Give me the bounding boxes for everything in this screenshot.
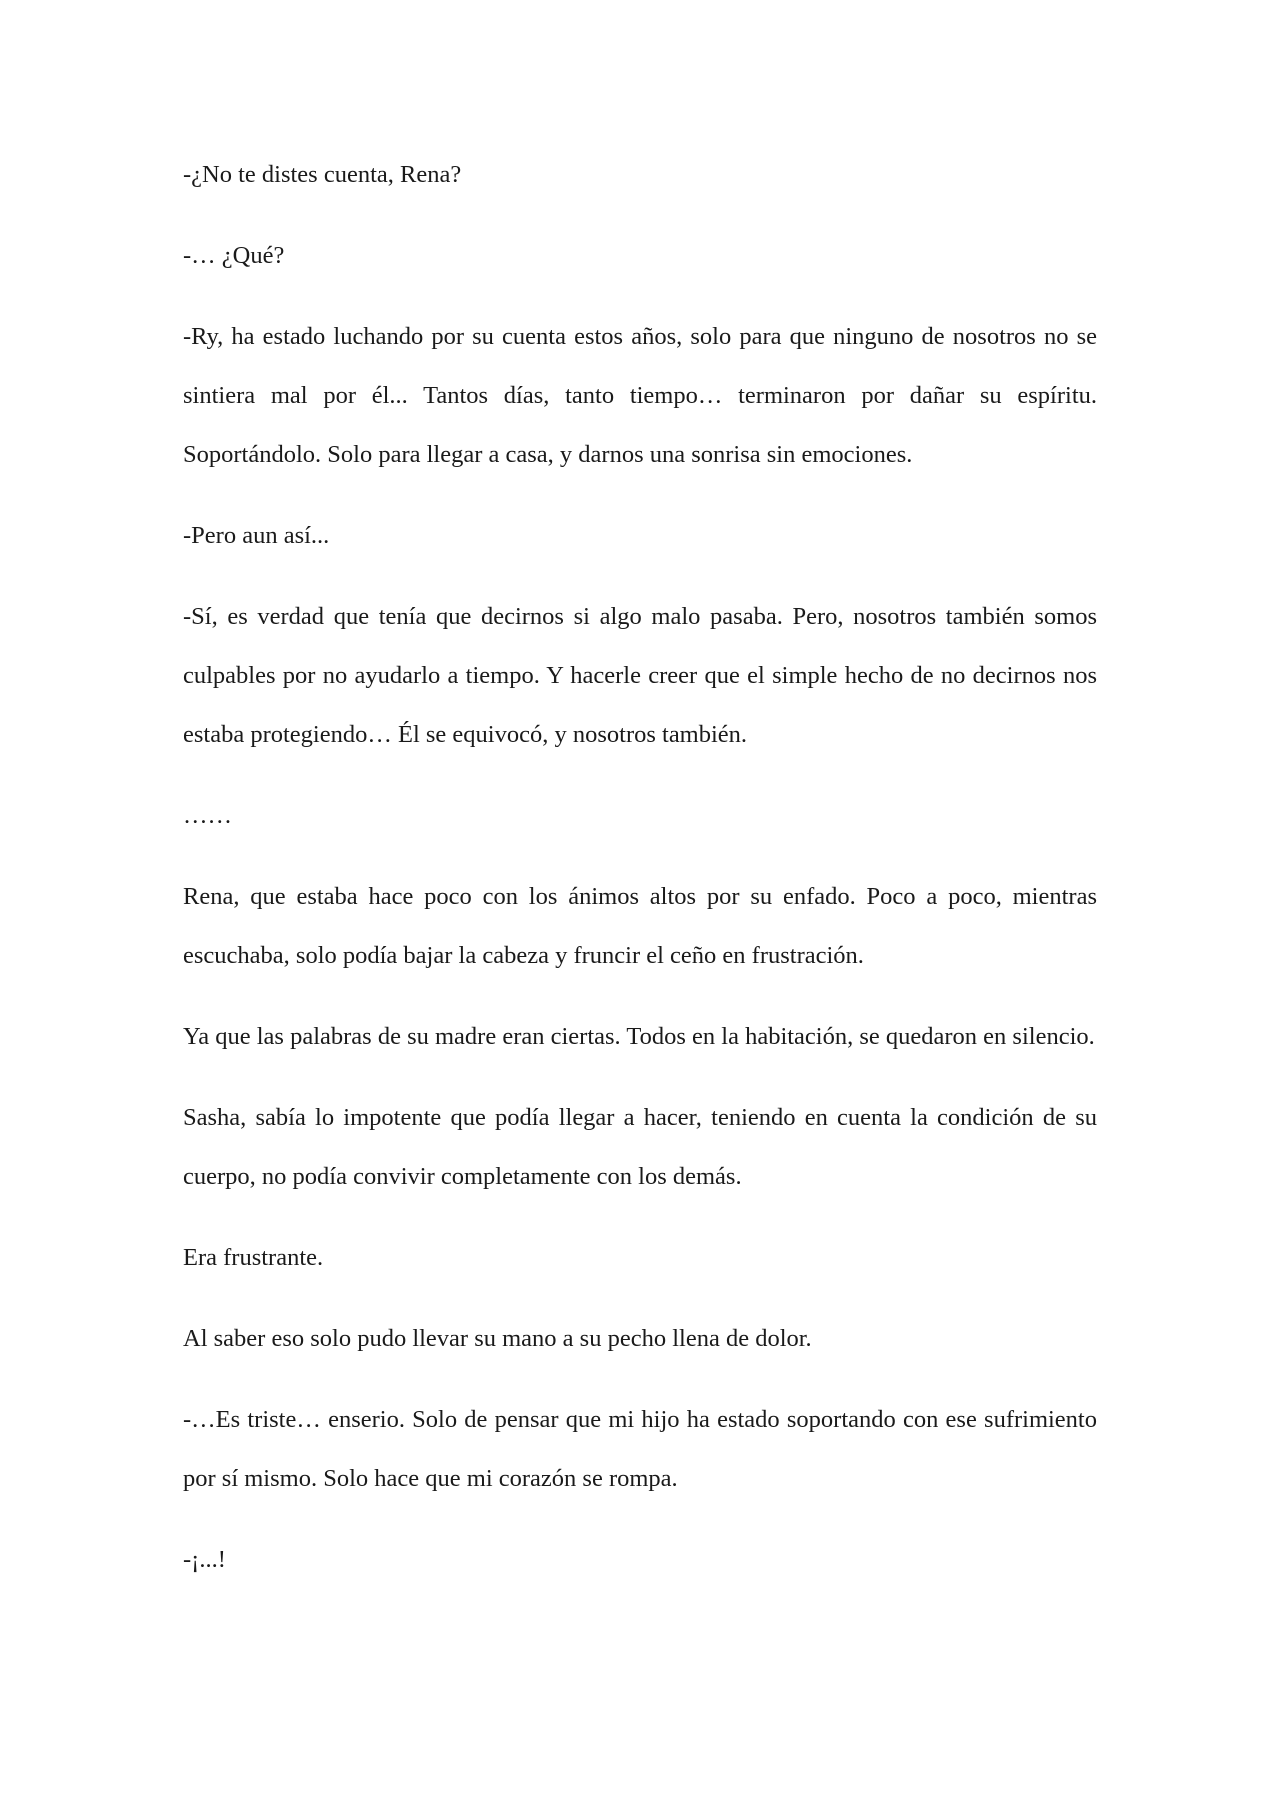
ellipsis-separator: …… — [183, 802, 232, 829]
dialogue-paragraph: -…Es triste… enserio. Solo de pensar que mi hijo ha estado soportando con ese sufrimiento por sí mismo. Solo hace que mi corazón se rompa. — [183, 1406, 1097, 1492]
dialogue-paragraph: -Pero aun así... — [183, 522, 330, 549]
document-body — [183, 145, 1097, 1611]
narration-paragraph: Rena, que estaba hace poco con los ánimos altos por su enfado. Poco a poco, mientras escuchaba, solo podía bajar la cabeza y fruncir el ceño en frustración. — [183, 883, 1097, 969]
narration-paragraph: Era frustrante. — [183, 1244, 324, 1271]
dialogue-paragraph: -¡...! — [183, 1546, 226, 1573]
dialogue-paragraph: -… ¿Qué? — [183, 242, 285, 269]
dialogue-paragraph: -Sí, es verdad que tenía que decirnos si algo malo pasaba. Pero, nosotros también somos culpables por no ayudarlo a tiempo. Y hacerle creer que el simple hecho de no decirnos nos estaba protegiendo… Él se equivocó, y nosotros también. — [183, 603, 1097, 748]
narration-paragraph: Ya que las palabras de su madre eran ciertas. Todos en la habitación, se quedaron en silencio. — [183, 1023, 1095, 1050]
dialogue-paragraph: -Ry, ha estado luchando por su cuenta estos años, solo para que ninguno de nosotros no se sintiera mal por él... Tantos días, tanto tiempo… terminaron por dañar su espíritu. Soportándolo. Solo para llegar a casa, y darnos una sonrisa sin emociones. — [183, 323, 1097, 468]
narration-paragraph: Sasha, sabía lo impotente que podía llegar a hacer, teniendo en cuenta la condición de su cuerpo, no podía convivir completamente con los demás. — [183, 1104, 1097, 1190]
narration-paragraph: Al saber eso solo pudo llevar su mano a su pecho llena de dolor. — [183, 1325, 812, 1352]
dialogue-paragraph: -¿No te distes cuenta, Rena? — [183, 161, 462, 188]
